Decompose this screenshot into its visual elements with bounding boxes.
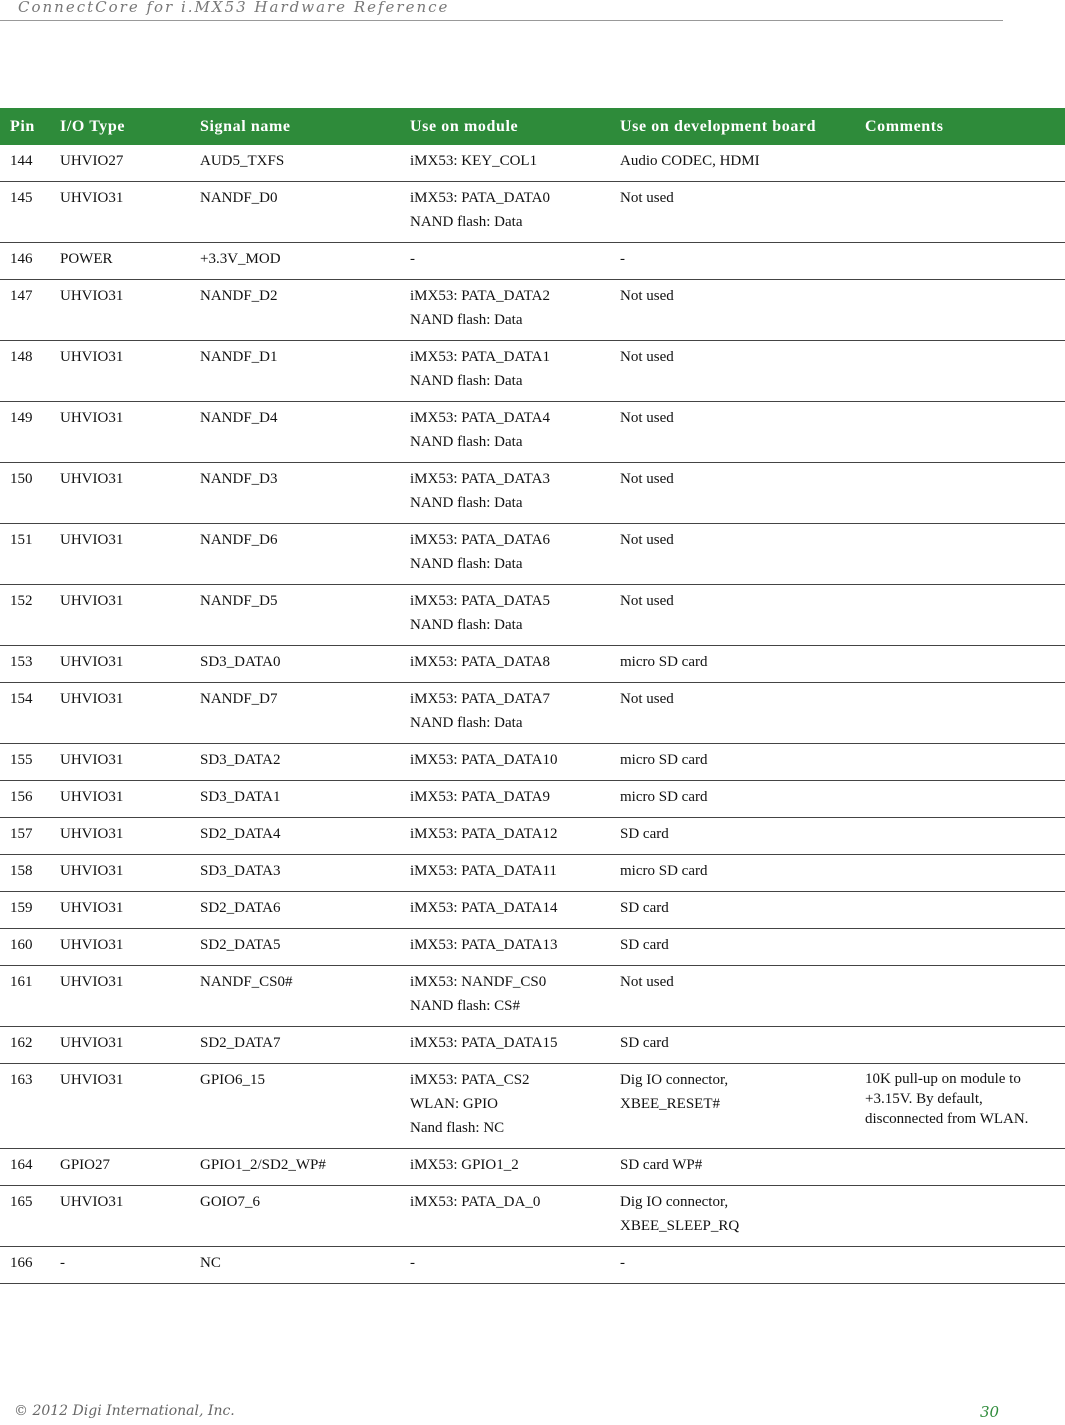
cell-line: iMX53: PATA_DATA8 [410, 654, 550, 670]
cell-line: XBEE_SLEEP_RQ [620, 1218, 740, 1234]
column-header-signal-name: Signal name [190, 108, 400, 145]
cell-signal-name: NANDF_D6 [190, 524, 400, 585]
table-row [0, 463, 1065, 524]
cell-line: SD card [620, 1035, 669, 1051]
cell-line: NAND flash: Data [410, 617, 523, 633]
header-rule [0, 20, 1003, 21]
cell-io-type: UHVIO31 [50, 683, 190, 744]
table-row [0, 855, 1065, 892]
cell-line: iMX53: PATA_DATA10 [410, 752, 558, 768]
cell-line: disconnected from WLAN. [865, 1111, 1029, 1127]
cell-line: 10K pull-up on module to [865, 1071, 1021, 1087]
cell-line: iMX53: PATA_DATA7 [410, 691, 550, 707]
cell-use-on-board [610, 585, 855, 646]
cell-pin: 147 [0, 280, 50, 341]
cell-use-on-board [610, 1027, 855, 1064]
table-row [0, 892, 1065, 929]
cell-signal-name: GPIO6_15 [190, 1064, 400, 1149]
cell-line: NAND flash: CS# [410, 998, 521, 1014]
table-row [0, 929, 1065, 966]
cell-pin: 159 [0, 892, 50, 929]
cell-line: Audio CODEC, HDMI [620, 153, 760, 169]
cell-pin: 144 [0, 145, 50, 182]
cell-line: NAND flash: Data [410, 495, 523, 511]
cell-line: iMX53: PATA_DATA6 [410, 532, 550, 548]
table-row [0, 818, 1065, 855]
footer-copyright: © 2012 Digi International, Inc. [14, 1403, 235, 1419]
cell-use-on-module [400, 855, 610, 892]
cell-line: iMX53: PATA_DATA12 [410, 826, 558, 842]
cell-use-on-board [610, 463, 855, 524]
cell-comments [855, 855, 1065, 892]
cell-comments [855, 781, 1065, 818]
cell-comments [855, 280, 1065, 341]
table-row [0, 966, 1065, 1027]
cell-use-on-board [610, 892, 855, 929]
cell-line: Not used [620, 190, 674, 206]
cell-line: NAND flash: Data [410, 312, 523, 328]
cell-io-type: GPIO27 [50, 1149, 190, 1186]
cell-io-type: UHVIO31 [50, 463, 190, 524]
cell-line: Not used [620, 532, 674, 548]
pin-table [0, 108, 1065, 1284]
cell-use-on-module [400, 585, 610, 646]
cell-line: iMX53: PATA_DATA9 [410, 789, 550, 805]
table-row [0, 341, 1065, 402]
cell-comments [855, 744, 1065, 781]
cell-pin: 155 [0, 744, 50, 781]
cell-line: - [410, 251, 415, 267]
cell-signal-name: NANDF_D2 [190, 280, 400, 341]
cell-io-type: UHVIO31 [50, 966, 190, 1027]
cell-line: Not used [620, 288, 674, 304]
cell-use-on-board [610, 1247, 855, 1284]
cell-line: iMX53: PATA_CS2 [410, 1072, 530, 1088]
cell-pin: 160 [0, 929, 50, 966]
cell-signal-name: SD3_DATA0 [190, 646, 400, 683]
table-row [0, 182, 1065, 243]
cell-signal-name: SD2_DATA4 [190, 818, 400, 855]
cell-use-on-board [610, 818, 855, 855]
cell-comments [855, 818, 1065, 855]
cell-io-type: UHVIO31 [50, 781, 190, 818]
cell-comments [855, 1149, 1065, 1186]
cell-use-on-module [400, 744, 610, 781]
cell-pin: 149 [0, 402, 50, 463]
cell-use-on-module [400, 1027, 610, 1064]
table-row [0, 280, 1065, 341]
cell-use-on-board [610, 683, 855, 744]
cell-use-on-board [610, 781, 855, 818]
table-row [0, 1149, 1065, 1186]
cell-line: iMX53: PATA_DATA11 [410, 863, 557, 879]
column-header-use-on-module: Use on module [400, 108, 610, 145]
cell-use-on-board [610, 280, 855, 341]
cell-line: iMX53: PATA_DATA1 [410, 349, 550, 365]
cell-signal-name: NANDF_D5 [190, 585, 400, 646]
cell-use-on-module [400, 1064, 610, 1149]
cell-line: iMX53: PATA_DATA0 [410, 190, 550, 206]
table-row [0, 243, 1065, 280]
cell-line: Not used [620, 593, 674, 609]
cell-use-on-module [400, 683, 610, 744]
page-number: 30 [980, 1403, 1000, 1421]
cell-line: SD card WP# [620, 1157, 703, 1173]
cell-comments [855, 402, 1065, 463]
column-header-use-on-board: Use on development board [610, 108, 855, 145]
cell-signal-name: GOIO7_6 [190, 1186, 400, 1247]
cell-signal-name: GPIO1_2/SD2_WP# [190, 1149, 400, 1186]
cell-signal-name: SD3_DATA2 [190, 744, 400, 781]
cell-line: - [620, 251, 625, 267]
cell-line: WLAN: GPIO [410, 1096, 498, 1112]
cell-line: iMX53: PATA_DA_0 [410, 1194, 541, 1210]
cell-io-type: UHVIO31 [50, 585, 190, 646]
cell-use-on-board [610, 855, 855, 892]
cell-pin: 148 [0, 341, 50, 402]
cell-use-on-module [400, 1186, 610, 1247]
cell-pin: 153 [0, 646, 50, 683]
cell-comments [855, 646, 1065, 683]
cell-use-on-module [400, 243, 610, 280]
cell-signal-name: SD2_DATA6 [190, 892, 400, 929]
table-row [0, 1247, 1065, 1284]
cell-line: iMX53: PATA_DATA14 [410, 900, 558, 916]
cell-pin: 164 [0, 1149, 50, 1186]
cell-pin: 146 [0, 243, 50, 280]
cell-io-type: UHVIO31 [50, 929, 190, 966]
cell-io-type: UHVIO31 [50, 892, 190, 929]
cell-io-type: UHVIO31 [50, 744, 190, 781]
cell-use-on-board [610, 145, 855, 182]
cell-line: iMX53: PATA_DATA5 [410, 593, 550, 609]
cell-io-type: UHVIO31 [50, 855, 190, 892]
cell-use-on-board [610, 966, 855, 1027]
cell-signal-name: NANDF_D7 [190, 683, 400, 744]
cell-pin: 161 [0, 966, 50, 1027]
cell-pin: 157 [0, 818, 50, 855]
cell-pin: 151 [0, 524, 50, 585]
cell-use-on-board [610, 1149, 855, 1186]
cell-io-type: UHVIO31 [50, 818, 190, 855]
cell-signal-name: NANDF_D4 [190, 402, 400, 463]
cell-comments [855, 243, 1065, 280]
cell-io-type: UHVIO27 [50, 145, 190, 182]
cell-line: micro SD card [620, 752, 708, 768]
cell-io-type: POWER [50, 243, 190, 280]
cell-line: - [410, 1255, 415, 1271]
cell-comments [855, 585, 1065, 646]
cell-line: iMX53: GPIO1_2 [410, 1157, 519, 1173]
cell-use-on-module [400, 463, 610, 524]
column-header-io-type: I/O Type [50, 108, 190, 145]
cell-signal-name: NANDF_CS0# [190, 966, 400, 1027]
cell-use-on-board [610, 341, 855, 402]
cell-io-type: UHVIO31 [50, 182, 190, 243]
cell-io-type: UHVIO31 [50, 1186, 190, 1247]
cell-signal-name: SD3_DATA1 [190, 781, 400, 818]
table-row [0, 683, 1065, 744]
cell-signal-name: +3.3V_MOD [190, 243, 400, 280]
cell-line: iMX53: PATA_DATA15 [410, 1035, 558, 1051]
cell-line: micro SD card [620, 863, 708, 879]
cell-comments [855, 1027, 1065, 1064]
table-row [0, 402, 1065, 463]
cell-use-on-module [400, 402, 610, 463]
cell-comments [855, 1247, 1065, 1284]
cell-signal-name: NC [190, 1247, 400, 1284]
cell-use-on-module [400, 818, 610, 855]
cell-line: iMX53: PATA_DATA13 [410, 937, 558, 953]
cell-use-on-board [610, 744, 855, 781]
cell-comments [855, 683, 1065, 744]
cell-line: NAND flash: Data [410, 715, 523, 731]
cell-signal-name: NANDF_D3 [190, 463, 400, 524]
cell-line: Not used [620, 349, 674, 365]
cell-pin: 150 [0, 463, 50, 524]
cell-use-on-module [400, 1149, 610, 1186]
cell-line: - [620, 1255, 625, 1271]
column-header-pin: Pin [0, 108, 50, 145]
cell-line: Dig IO connector, [620, 1194, 729, 1210]
cell-pin: 154 [0, 683, 50, 744]
cell-line: SD card [620, 826, 669, 842]
cell-use-on-module [400, 341, 610, 402]
cell-line: NAND flash: Data [410, 556, 523, 572]
cell-comments [855, 463, 1065, 524]
cell-pin: 165 [0, 1186, 50, 1247]
cell-use-on-module [400, 646, 610, 683]
cell-use-on-module [400, 524, 610, 585]
cell-line: NAND flash: Data [410, 373, 523, 389]
cell-use-on-module [400, 280, 610, 341]
cell-use-on-module [400, 145, 610, 182]
table-row [0, 585, 1065, 646]
table-row [0, 1064, 1065, 1149]
cell-line: Nand flash: NC [410, 1120, 505, 1136]
cell-use-on-board [610, 182, 855, 243]
cell-comments [855, 1186, 1065, 1247]
cell-comments [855, 892, 1065, 929]
cell-line: micro SD card [620, 654, 708, 670]
cell-line: XBEE_RESET# [620, 1096, 720, 1112]
cell-comments [855, 182, 1065, 243]
cell-use-on-module [400, 892, 610, 929]
cell-io-type: UHVIO31 [50, 280, 190, 341]
table-row [0, 744, 1065, 781]
column-header-comments: Comments [855, 108, 1065, 145]
cell-line: NAND flash: Data [410, 434, 523, 450]
table-row [0, 646, 1065, 683]
cell-io-type: UHVIO31 [50, 524, 190, 585]
cell-io-type: - [50, 1247, 190, 1284]
cell-io-type: UHVIO31 [50, 402, 190, 463]
table-row [0, 1027, 1065, 1064]
table-row [0, 781, 1065, 818]
cell-signal-name: SD3_DATA3 [190, 855, 400, 892]
cell-line: Not used [620, 974, 674, 990]
running-header: ConnectCore for i.MX53 Hardware Reference [18, 0, 450, 16]
cell-use-on-board [610, 1064, 855, 1149]
cell-signal-name: SD2_DATA5 [190, 929, 400, 966]
cell-pin: 158 [0, 855, 50, 892]
cell-pin: 163 [0, 1064, 50, 1149]
cell-comments [855, 341, 1065, 402]
cell-line: iMX53: KEY_COL1 [410, 153, 538, 169]
cell-io-type: UHVIO31 [50, 1027, 190, 1064]
cell-line: Not used [620, 691, 674, 707]
cell-io-type: UHVIO31 [50, 1064, 190, 1149]
table-row [0, 524, 1065, 585]
cell-signal-name: SD2_DATA7 [190, 1027, 400, 1064]
cell-comments [855, 524, 1065, 585]
cell-line: Not used [620, 410, 674, 426]
cell-line: Dig IO connector, [620, 1072, 729, 1088]
cell-pin: 156 [0, 781, 50, 818]
cell-use-on-board [610, 929, 855, 966]
table-row [0, 1186, 1065, 1247]
cell-use-on-module [400, 966, 610, 1027]
cell-comments [855, 929, 1065, 966]
cell-use-on-module [400, 929, 610, 966]
table-header-row [0, 108, 1065, 145]
cell-line: SD card [620, 900, 669, 916]
cell-comments [855, 1064, 1065, 1149]
cell-use-on-board [610, 402, 855, 463]
cell-io-type: UHVIO31 [50, 646, 190, 683]
cell-line: NAND flash: Data [410, 214, 523, 230]
cell-line: micro SD card [620, 789, 708, 805]
cell-use-on-board [610, 646, 855, 683]
cell-signal-name: AUD5_TXFS [190, 145, 400, 182]
cell-signal-name: NANDF_D0 [190, 182, 400, 243]
cell-line: SD card [620, 937, 669, 953]
cell-comments [855, 966, 1065, 1027]
cell-use-on-module [400, 182, 610, 243]
cell-line: +3.15V. By default, [865, 1091, 983, 1107]
cell-line: Not used [620, 471, 674, 487]
cell-line: iMX53: PATA_DATA3 [410, 471, 550, 487]
cell-use-on-board [610, 1186, 855, 1247]
cell-signal-name: NANDF_D1 [190, 341, 400, 402]
cell-use-on-module [400, 1247, 610, 1284]
cell-line: iMX53: PATA_DATA4 [410, 410, 550, 426]
cell-use-on-module [400, 781, 610, 818]
cell-io-type: UHVIO31 [50, 341, 190, 402]
cell-pin: 145 [0, 182, 50, 243]
cell-line: iMX53: NANDF_CS0 [410, 974, 547, 990]
cell-use-on-board [610, 243, 855, 280]
cell-use-on-board [610, 524, 855, 585]
cell-pin: 152 [0, 585, 50, 646]
cell-pin: 162 [0, 1027, 50, 1064]
cell-comments [855, 145, 1065, 182]
cell-line: iMX53: PATA_DATA2 [410, 288, 550, 304]
table-row [0, 145, 1065, 182]
cell-pin: 166 [0, 1247, 50, 1284]
